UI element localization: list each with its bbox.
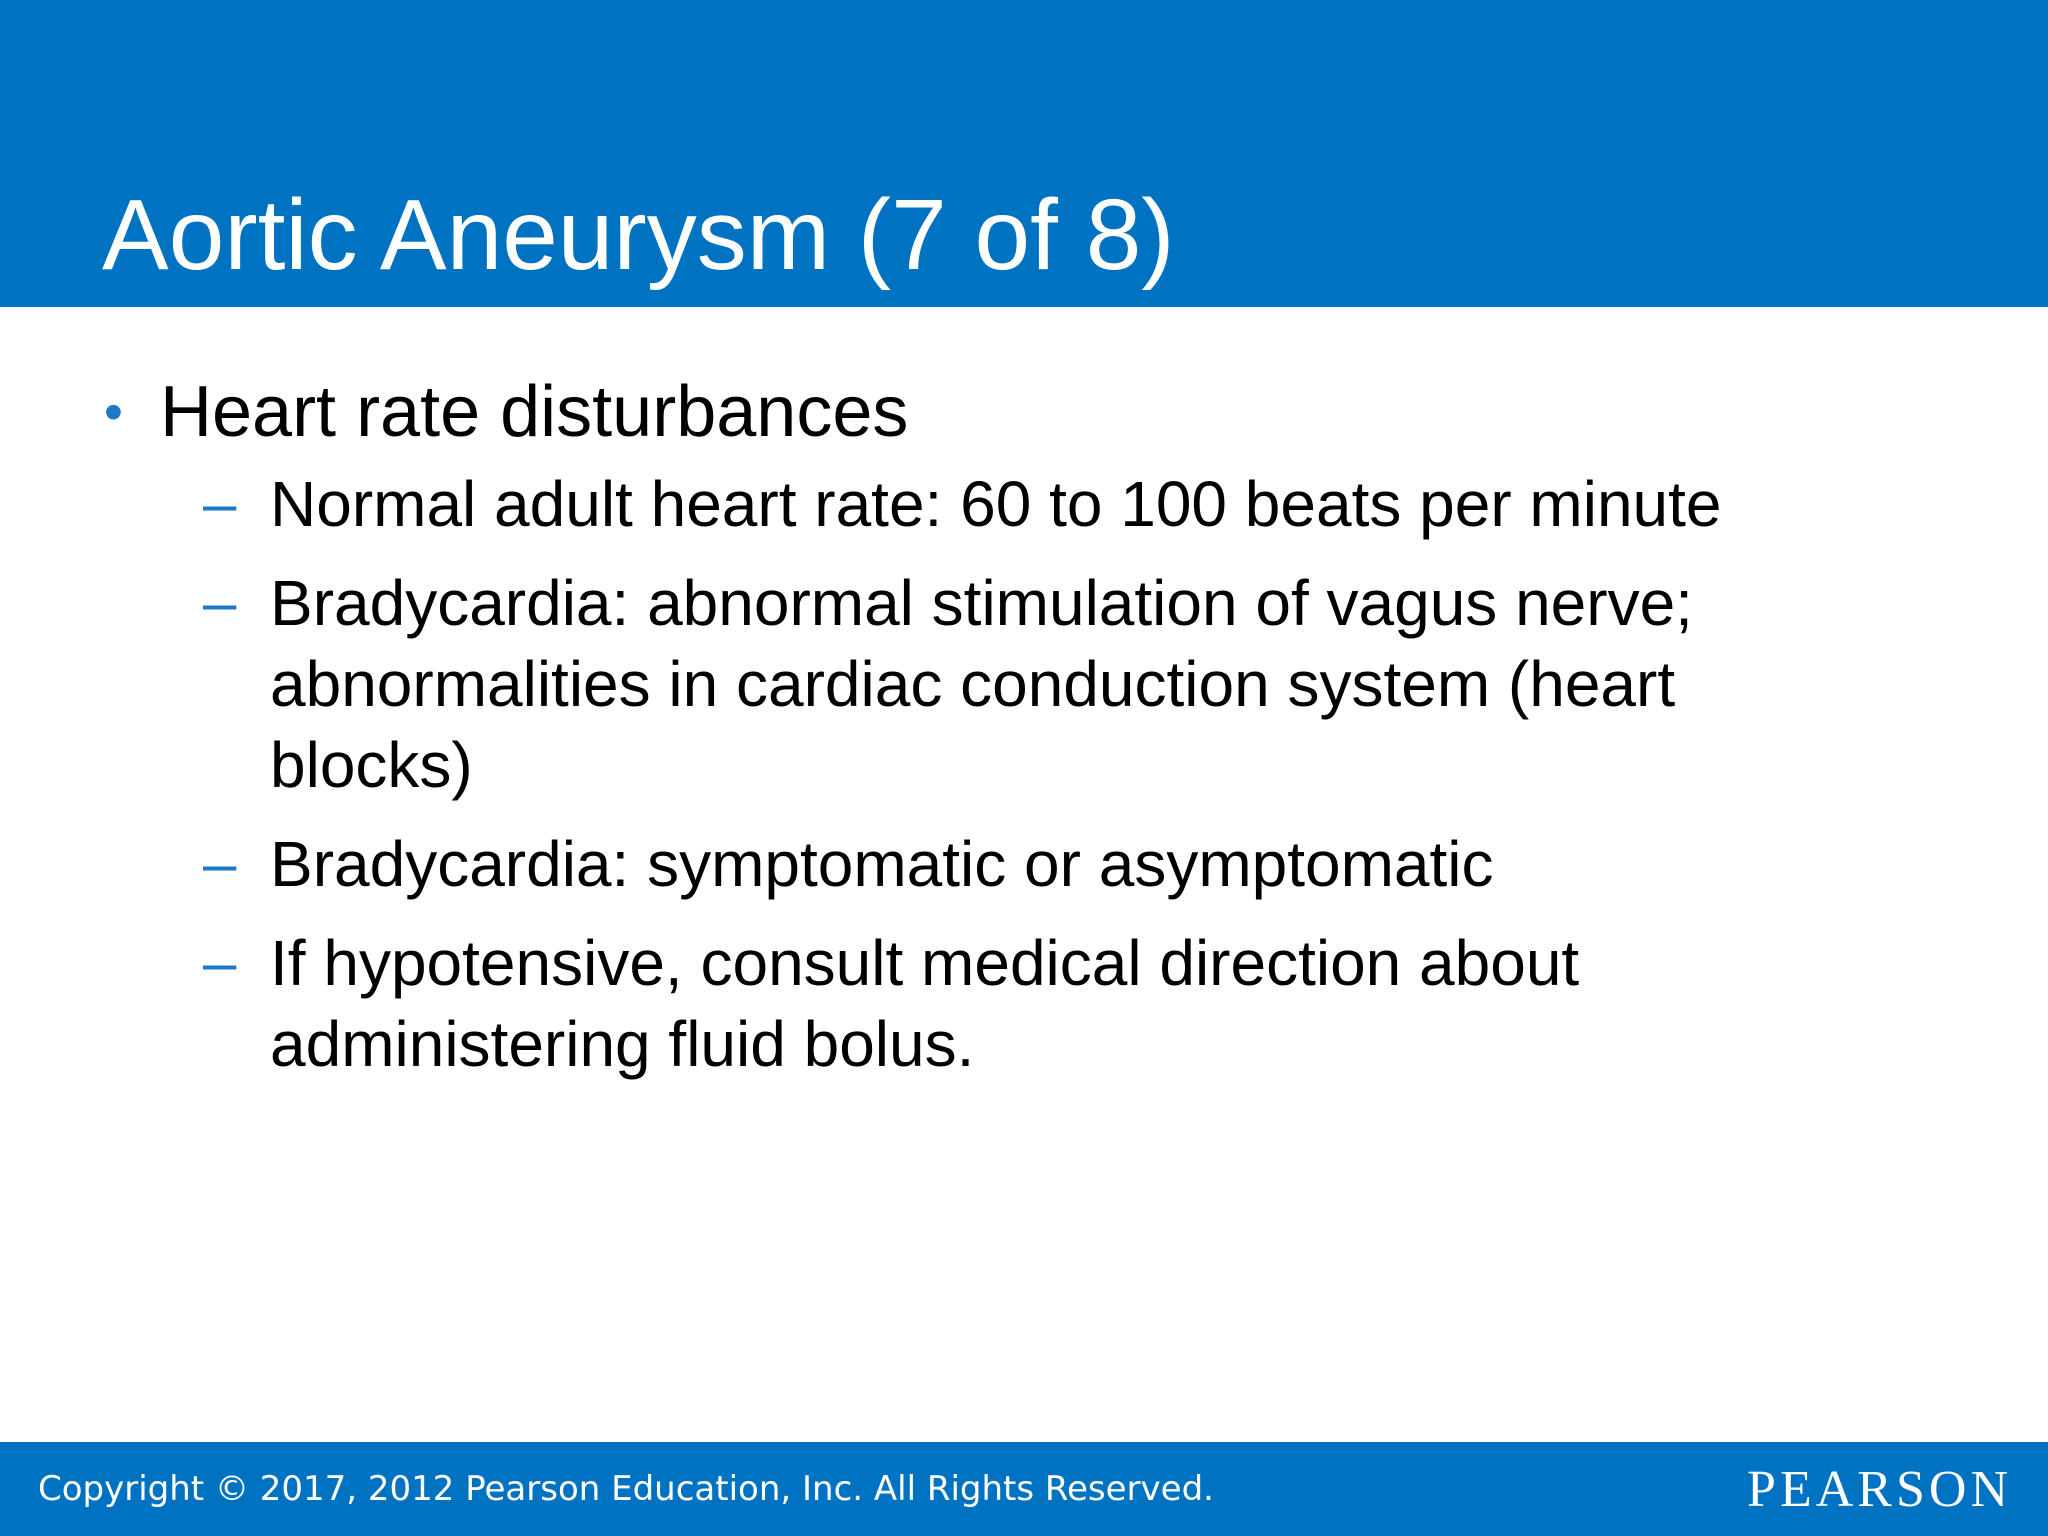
slide-title: Aortic Aneurysm (7 of 8) (102, 179, 1175, 291)
bullet-item (0, 360, 2048, 464)
sub-bullet-text: If hypotensive, consult medical direction about administering fluid bolus. (270, 927, 1580, 1080)
sub-bullet-item (0, 824, 2048, 905)
copyright-notice: Copyright © 2017, 2012 Pearson Education, Inc. All Rights Reserved. (38, 1469, 1214, 1509)
sub-bullet-text: Bradycardia: symptomatic or asymptomatic (270, 828, 1494, 900)
sub-bullet-item (0, 563, 2048, 806)
bullet-text: Heart rate disturbances (160, 372, 909, 452)
sub-bullet-list (0, 464, 2048, 1085)
sub-bullet-text: Normal adult heart rate: 60 to 100 beats per minute (270, 468, 1722, 540)
dash-icon: – (203, 569, 237, 636)
bullet-dot-icon: • (104, 382, 123, 442)
dash-icon: – (203, 470, 237, 537)
dash-icon: – (203, 830, 237, 897)
dash-icon: – (203, 929, 237, 996)
footer-bar (0, 1442, 2048, 1536)
title-bar (0, 0, 2048, 307)
sub-bullet-item (0, 464, 2048, 545)
pearson-logo: PEARSON (1747, 1461, 2012, 1518)
sub-bullet-item (0, 923, 2048, 1085)
slide-content (0, 360, 2048, 1085)
sub-bullet-text: Bradycardia: abnormal stimulation of vagus nerve; abnormalities in cardiac conduction system (heart blocks) (270, 567, 1693, 801)
